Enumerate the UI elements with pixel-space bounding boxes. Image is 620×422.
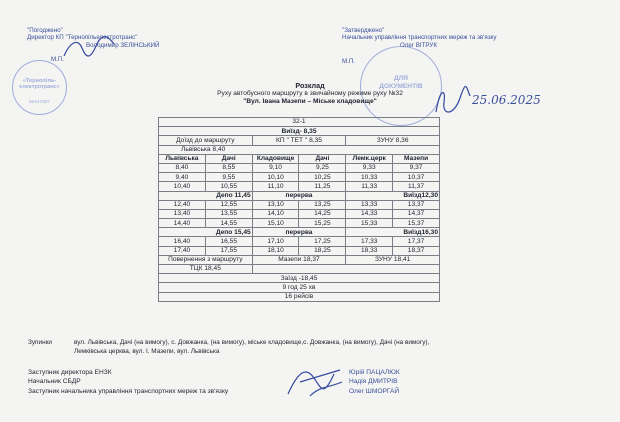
signature-name: Олег ШМОРГАЙ: [349, 387, 400, 395]
time-cell: 17,55: [205, 246, 252, 255]
table-row: [159, 145, 440, 154]
break-label: перерва: [252, 228, 346, 237]
time-cell: 11,25: [299, 182, 346, 191]
return-mazepy: Мазепи 18,37: [252, 255, 346, 264]
tck-time: ТЦК 18,45: [159, 265, 253, 274]
column-header-row: [159, 154, 440, 163]
time-cell: 14,33: [346, 209, 393, 218]
approve-left-line2: Директор КП "Тернопільелектротранс": [27, 34, 138, 42]
column-header: Львівська: [159, 154, 206, 163]
signature-role: Заступник директора ЕНЗК: [28, 369, 112, 376]
time-cell: 9,40: [159, 173, 206, 182]
break-label: перерва: [252, 191, 346, 200]
time-cell: 18,25: [299, 246, 346, 255]
return-zunu: ЗУНУ 18,41: [346, 255, 440, 264]
time-cell: 13,55: [205, 209, 252, 218]
work-duration: 9 год 25 хв: [159, 283, 440, 292]
time-cell: 11,37: [393, 182, 440, 191]
time-cell: 17,10: [252, 237, 299, 246]
time-cell: 18,37: [393, 246, 440, 255]
table-row: [159, 118, 440, 127]
time-cell: 17,33: [346, 237, 393, 246]
trip-count: 16 рейсів: [159, 292, 440, 301]
time-cell: 13,25: [299, 200, 346, 209]
time-cell: 14,10: [252, 209, 299, 218]
approval-date: 25.06.2025: [472, 93, 541, 107]
time-cell: 10,25: [299, 173, 346, 182]
route-name: "Вул. Івана Мазепи – Міське кладовище": [243, 98, 377, 105]
stops-list: [74, 339, 604, 356]
time-cell: 10,37: [393, 173, 440, 182]
route-code: 32-1: [159, 118, 440, 127]
table-row: [159, 237, 440, 246]
signature-name: Юрій ПАЦАЛЮК: [349, 369, 400, 376]
stops-label: Зупинки: [28, 339, 52, 346]
page-title: Розклад: [295, 81, 325, 90]
depot-time: Депо 15,45: [159, 228, 253, 237]
table-row: [159, 265, 440, 274]
time-cell: 12,55: [205, 200, 252, 209]
time-cell: 18,33: [346, 246, 393, 255]
depot-time: Депо 11,45: [159, 191, 253, 200]
time-cell: 13,37: [393, 200, 440, 209]
time-cell: 18,10: [252, 246, 299, 255]
break-row: [159, 228, 440, 237]
approve-right-line3: Олег ВІТРУК: [400, 41, 437, 49]
title-block: [0, 81, 620, 106]
signature-name: Надія ДМИТРІВ: [349, 378, 398, 386]
time-cell: 15,25: [299, 219, 346, 228]
approve-left-line3: Володимир ЗЕЛІНСЬКИЙ: [86, 41, 160, 49]
column-header: Лемк.церк: [346, 154, 393, 163]
time-cell: 10,55: [205, 182, 252, 191]
time-cell: 14,40: [159, 219, 206, 228]
left-stamp-text: «Тернопіль-електротранс»: [19, 78, 60, 91]
time-cell: 13,33: [346, 200, 393, 209]
right-stamp-text: ДЛЯ ДОКУМЕНТІВ: [379, 75, 423, 90]
time-cell: 9,33: [346, 163, 393, 172]
time-cell: 8,40: [159, 163, 206, 172]
exit-time: Виїзд16,30: [346, 228, 440, 237]
signature-bottom-scribble: [280, 362, 350, 402]
table-row: [159, 127, 440, 136]
signature-roles: [28, 368, 228, 396]
arrival-point: КП " ТЕТ " 8,35: [252, 136, 346, 145]
stops-line2: Лемківська церква, вул. І. Мазепи, вул. Львівська: [74, 347, 220, 355]
time-cell: 16,40: [159, 237, 206, 246]
time-cell: 14,37: [393, 209, 440, 218]
column-header: Мазепи: [393, 154, 440, 163]
time-cell: 10,10: [252, 173, 299, 182]
table-row: [159, 163, 440, 172]
page-subtitle: Руху автобусного маршруту в звичайному режиме руху №32: [217, 90, 403, 97]
signature-left-scribble: [60, 34, 120, 66]
arrival-label: Доїзд до маршруту: [159, 136, 253, 145]
tck-spacer: [252, 265, 439, 274]
schedule-table: [158, 117, 440, 302]
break-row: [159, 191, 440, 200]
time-cell: 14,25: [299, 209, 346, 218]
table-row: [159, 292, 440, 301]
time-cell: 11,10: [252, 182, 299, 191]
stops-line1: вул. Львівська, Дачі (на вимогу), с. Довжанка, (на вимогу), міське кладовище,с. Довжанка, (на вимогу), Дачі (на вимогу),: [74, 339, 430, 346]
time-cell: 15,37: [393, 219, 440, 228]
time-cell: 16,55: [205, 237, 252, 246]
time-cell: 10,33: [346, 173, 393, 182]
column-header: Дачі: [205, 154, 252, 163]
time-cell: 17,25: [299, 237, 346, 246]
exit-end: Заїзд -18,45: [159, 274, 440, 283]
time-cell: 8,55: [205, 163, 252, 172]
time-cell: 15,33: [346, 219, 393, 228]
return-label: Повернення з маршруту: [159, 255, 253, 264]
table-row: [159, 246, 440, 255]
time-cell: 10,40: [159, 182, 206, 191]
table-row: [159, 200, 440, 209]
time-cell: 17,40: [159, 246, 206, 255]
time-cell: 12,40: [159, 200, 206, 209]
time-cell: 9,25: [299, 163, 346, 172]
signature-names: [349, 368, 400, 396]
approve-right-line2: Начальник управління транспортних мереж та зв'язку: [342, 34, 497, 42]
time-cell: 13,40: [159, 209, 206, 218]
time-cell: 14,55: [205, 219, 252, 228]
approve-right-mp: М.П.: [342, 58, 356, 66]
signature-role: Начальник СБДР: [28, 378, 81, 386]
table-row: [159, 209, 440, 218]
time-cell: 9,10: [252, 163, 299, 172]
time-cell: 11,33: [346, 182, 393, 191]
table-row: [159, 136, 440, 145]
time-cell: 15,10: [252, 219, 299, 228]
approve-left-line1: "Погоджено": [27, 27, 63, 34]
table-row: [159, 274, 440, 283]
arrival-zunu: ЗУНУ 8,36: [346, 136, 440, 145]
time-cell: 13,10: [252, 200, 299, 209]
table-row: [159, 219, 440, 228]
time-cell: 9,37: [393, 163, 440, 172]
return-row: [159, 255, 440, 264]
signature-role: Заступник начальника управління транспортних мереж та зв'язку: [28, 387, 229, 395]
departure-time: Виїзд- 8,35: [159, 127, 440, 136]
column-header: Дачі: [299, 154, 346, 163]
start-note: Львівська 8,40: [159, 145, 440, 154]
exit-time: Виїзд12,30: [346, 191, 440, 200]
column-header: Кладовище: [252, 154, 299, 163]
approve-left-mp: М.П.: [51, 56, 65, 64]
time-cell: 17,37: [393, 237, 440, 246]
table-row: [159, 182, 440, 191]
table-row: [159, 173, 440, 182]
approve-right-line1: "Затверджено": [342, 27, 385, 34]
left-stamp-code: 05447987: [28, 100, 51, 105]
table-row: [159, 283, 440, 292]
time-cell: 9,55: [205, 173, 252, 182]
